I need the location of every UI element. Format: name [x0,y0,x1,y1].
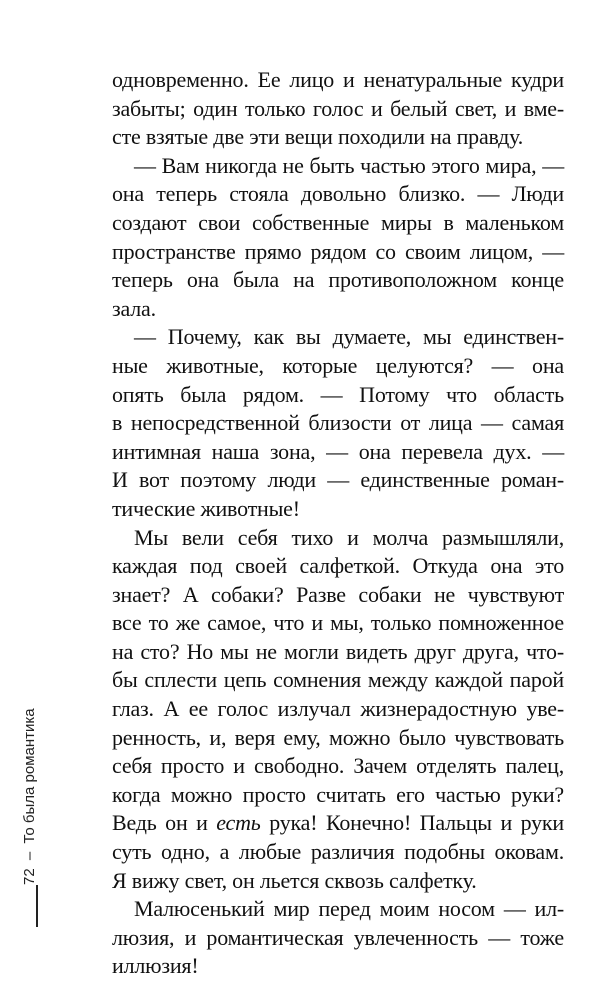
text-line: на сто? Но мы не могли видеть друг друга, что- [112,638,564,664]
text-line: ные животные, которые целуются? — она [112,352,564,378]
text-line: зала. [112,295,156,321]
text-line: знает? А собаки? Разве собаки не чувствуют [112,581,564,607]
page-number: 72 [21,868,38,885]
text-line: интимная наша зона, — она перевела дух. — [112,438,564,464]
footer-rule [36,885,38,927]
text-line: Я вижу свет, он льется сквозь салфетку. [112,867,477,893]
text-line: каждая под своей салфеткой. Откуда она это [112,553,564,579]
text-line: бы сплести цепь сомнения между каждой парой [112,667,564,693]
paragraph [112,66,564,152]
text-line: когда можно просто считать его частью руки? [112,781,564,807]
text-line: — Почему, как вы думаете, мы единствен- [134,324,564,350]
text-line: тические животные! [112,495,300,521]
text-line: И вот поэтому люди — единственные роман- [112,467,564,493]
text-line: в непосредственной близости от лица — самая [112,410,564,436]
text-line [112,809,564,838]
text-segment: Ведь он и [112,810,217,836]
text-line: все то же самое, что и мы, только помноженное [112,610,564,636]
paragraph [112,895,564,981]
running-title: То была романтика [21,708,38,844]
text-line: ренность, и, веря ему, можно было чувствовать [112,724,564,750]
text-line: теперь она была на противоположном конце [112,267,564,293]
text-line: опять была рядом. — Потому что область [112,381,564,407]
footer-separator: – [21,851,38,861]
text-line: забыты; один только голос и белый свет, и вме- [112,95,564,121]
text-line: Мы вели себя тихо и молча размышляли, [134,524,564,550]
text-line: люзия, и романтическая увлеченность — тоже [112,924,564,950]
text-line: создают свои собственные миры в маленьком [112,209,564,235]
text-segment: рука! Конечно! Пальцы и руки [260,810,564,836]
text-line: себя просто и свободно. Зачем отделять палец, [112,753,564,779]
text-line: суть одно, а любые различия подобны оковам. [112,839,564,865]
page-footer [21,708,38,885]
text-line: глаз. А ее голос излучал жизнерадостную уве- [112,696,564,722]
paragraph [112,152,564,324]
book-page-text [112,66,564,981]
text-line: сте взятые две эти вещи походили на правду. [112,124,524,150]
text-line: одновременно. Ее лицо и ненатуральные кудри [112,67,564,92]
text-line: — Вам никогда не быть частью этого мира, — [134,152,564,178]
paragraph [112,323,564,523]
paragraph [112,524,564,896]
text-line: она теперь стояла довольно близко. — Люди [112,181,564,207]
text-line: пространстве прямо рядом со своим лицом, — [112,238,564,264]
emphasized-word: есть [216,810,261,836]
text-line: Малюсенький мир перед моим носом — ил- [134,896,564,922]
text-line: иллюзия! [112,953,199,979]
